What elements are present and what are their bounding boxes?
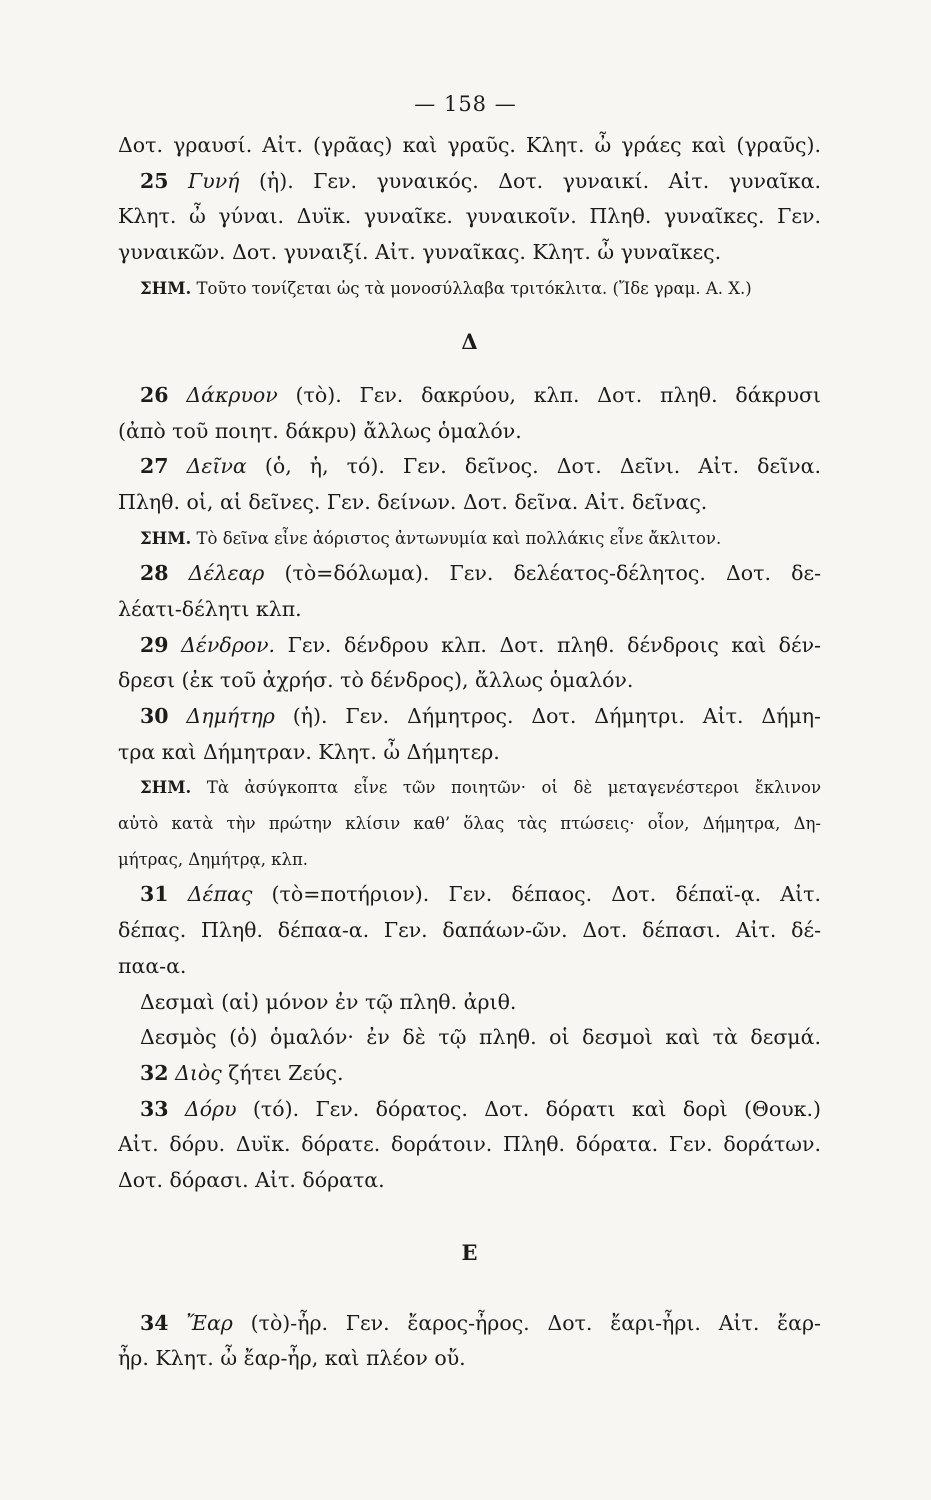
headword: Δόρυ: [184, 1096, 237, 1121]
entry-number: 30: [140, 704, 169, 729]
page-text: [118, 128, 821, 1377]
text-line: Δοτ. γραυσί. Αἰτ. (γρᾶας) καὶ γραῦς. Κλητ. ὦ γράες καὶ (γραῦς).: [118, 133, 821, 157]
entry-number: 32: [140, 1060, 169, 1085]
entry-32: [118, 1056, 821, 1092]
text-line: Δεσμαὶ (αἱ) μόνον ἐν τῷ πληθ. ἀριθ.: [140, 989, 517, 1014]
note-label: ΣΗΜ.: [140, 528, 192, 548]
entry-33: [118, 1092, 821, 1128]
note-3: [118, 770, 821, 806]
entry-text: (τὸ)-ἦρ. Γεν. ἔαρος-ἦρος. Δοτ. ἔαρι-ἦρι. Αἰτ. ἔαρ-: [250, 1310, 821, 1335]
text-line: δρεσι (ἐκ τοῦ ἀχρήσ. τὸ δένδρος), ἄλλως ὁμαλόν.: [118, 668, 634, 693]
note-label: ΣΗΜ.: [140, 778, 192, 798]
entry-25: [118, 164, 821, 200]
entry-26: [118, 378, 821, 414]
note-text: Τὸ δεῖνα εἶνε ἀόριστος ἀντωνυμία καὶ πολλάκις εἶνε ἄκλιτον.: [196, 528, 722, 548]
headword: Διὸς: [175, 1060, 222, 1085]
entry-34: [118, 1306, 821, 1342]
text-line: Πληθ. οἱ, αἱ δεῖνες. Γεν. δείνων. Δοτ. δεῖνα. Αἰτ. δεῖνας.: [118, 489, 708, 514]
text-line: ἦρ. Κλητ. ὦ ἔαρ-ἦρ, καὶ πλέον οὔ.: [118, 1346, 466, 1371]
note-text: Τοῦτο τονίζεται ὡς τὰ μονοσύλλαβα τριτόκλιτα. (Ἴδε γραμ. Α. Χ.): [196, 278, 752, 298]
headword: Δεῖνα: [186, 454, 247, 479]
section-heading-delta: Δ: [461, 329, 478, 355]
entry-28: [118, 556, 821, 592]
note-line: μήτρας, Δημήτρᾳ, κλπ.: [118, 849, 309, 869]
headword: Γυνή: [188, 168, 240, 193]
text-line: (ἀπὸ τοῦ ποιητ. δάκρυ) ἄλλως ὁμαλόν.: [118, 418, 522, 443]
entry-number: 28: [140, 561, 169, 586]
text-line: Κλητ. ὦ γύναι. Δυϊκ. γυναῖκε. γυναικοῖν. Πληθ. γυναῖκες. Γεν.: [118, 204, 821, 229]
entry-number: 29: [140, 632, 169, 657]
entry-30: [118, 699, 821, 735]
entry-31: [118, 877, 821, 913]
section-heading-epsilon: Ε: [461, 1239, 478, 1265]
entry-number: 26: [140, 382, 169, 407]
headword: Δάκρυον: [186, 382, 278, 407]
text-line: παα-α.: [118, 953, 187, 978]
headword: Δέλεαρ: [188, 561, 265, 586]
text-line: Αἰτ. δόρυ. Δυϊκ. δόρατε. δοράτοιν. Πληθ. δόρατα. Γεν. δοράτων.: [118, 1132, 821, 1157]
entry-text: (τό). Γεν. δόρατος. Δοτ. δόρατι καὶ δορὶ (Θουκ.): [252, 1096, 821, 1121]
entry-number: 25: [140, 168, 169, 193]
text-line: Δοτ. δόρασι. Αἰτ. δόρατα.: [118, 1167, 385, 1192]
entry-text: (τὸ=δόλωμα). Γεν. δελέατος-δέλητος. Δοτ. δε-: [284, 561, 821, 586]
entry-text: (ἡ). Γεν. Δήμητρος. Δοτ. Δήμητρι. Αἰτ. Δήμη-: [292, 704, 821, 729]
note-label: ΣΗΜ.: [140, 278, 192, 298]
headword: Δένδρον.: [181, 632, 276, 657]
entry-text: (τὸ). Γεν. δακρύου, κλπ. Δοτ. πληθ. δάκρυσι: [295, 382, 821, 407]
entry-29: [118, 628, 821, 664]
text-line: τρα καὶ Δήμητραν. Κλητ. ὦ Δήμητερ.: [118, 739, 500, 764]
headword: Ἔαρ: [186, 1310, 233, 1335]
entry-27: [118, 449, 821, 485]
headword: Δημήτηρ: [186, 704, 275, 729]
entry-number: 27: [140, 454, 169, 479]
text-line: λέατι-δέλητι κλπ.: [118, 596, 302, 621]
page-number: — 158 —: [414, 92, 517, 116]
text-line: Δεσμὸς (ὁ) ὁμαλόν· ἐν δὲ τῷ πληθ. οἱ δεσμοὶ καὶ τὰ δεσμά.: [140, 1025, 821, 1050]
entry-number: 34: [140, 1310, 169, 1335]
text-line: δέπας. Πληθ. δέπαα-α. Γεν. δαπάων-ῶν. Δοτ. δέπασι. Αἰτ. δέ-: [118, 918, 821, 943]
entry-number: 33: [140, 1096, 169, 1121]
entry-text: (ὁ, ἡ, τό). Γεν. δεῖνος. Δοτ. Δεῖνι. Αἰτ. δεῖνα.: [264, 454, 821, 479]
note-1: [118, 271, 821, 307]
entry-number: 31: [140, 882, 169, 907]
headword: Δέπας: [187, 882, 253, 907]
entry-text: ζήτει Ζεύς.: [228, 1060, 344, 1085]
entry-text: Γεν. δένδρου κλπ. Δοτ. πληθ. δένδροις καὶ δέν-: [287, 632, 821, 657]
entry-text: (ἡ). Γεν. γυναικός. Δοτ. γυναικί. Αἰτ. γυναῖκα.: [258, 168, 821, 193]
note-text: Τὰ ἀσύγκοπτα εἶνε τῶν ποιητῶν· οἱ δὲ μεταγενέστεροι ἔκλινον: [206, 778, 821, 798]
note-line: αὐτὸ κατὰ τὴν πρώτην κλίσιν καθ’ ὅλας τὰς πτώσεις· οἷον, Δήμητρα, Δη-: [118, 814, 821, 834]
text-line: γυναικῶν. Δοτ. γυναιξί. Αἰτ. γυναῖκας. Κλητ. ὦ γυναῖκες.: [118, 240, 722, 265]
note-2: [118, 521, 821, 557]
entry-text: (τὸ=ποτήριον). Γεν. δέπαος. Δοτ. δέπαϊ-ᾳ. Αἰτ.: [271, 882, 821, 907]
